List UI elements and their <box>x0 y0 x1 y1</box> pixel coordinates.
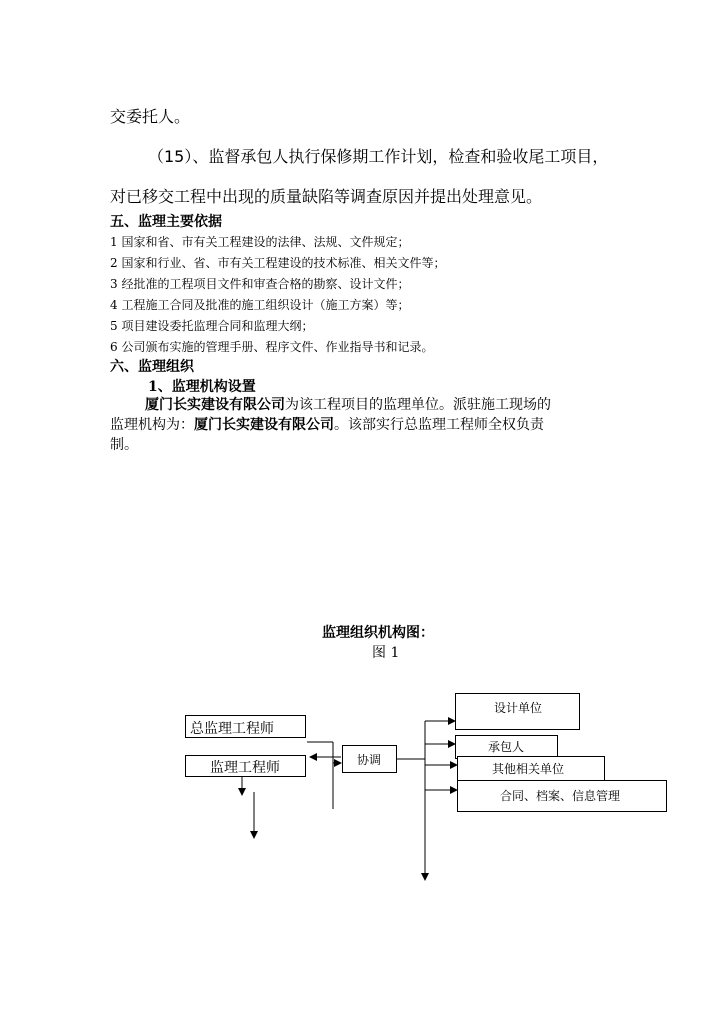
supervisor-engineer-box <box>185 755 306 777</box>
company-name: 厦门长实建设有限公司 <box>194 417 334 433</box>
list-item: 6 公司颁布实施的管理手册、程序文件、作业指导书和记录。 <box>110 340 434 354</box>
box-label: 监理工程师 <box>210 760 280 776</box>
list-item: 3 经批准的工程项目文件和审查合格的勘察、设计文件； <box>110 277 410 291</box>
chief-supervisor-box <box>185 715 306 738</box>
section-6-heading: 六、监理组织 <box>110 359 194 375</box>
design-unit-box <box>455 693 580 730</box>
list-item: 1 国家和省、市有关工程建设的法律、法规、文件规定； <box>110 235 410 249</box>
paragraph-text: 为该工程项目的监理单位。派驻施工现场的 <box>285 397 551 413</box>
box-label: 设计单位 <box>494 701 543 715</box>
chart-subtitle: 图 1 <box>372 645 400 661</box>
paragraph-text: 监理机构为： <box>110 417 194 433</box>
body-line-3: 对已移交工程中出现的质量缺陷等调查原因并提出处理意见。 <box>110 187 543 206</box>
box-label: 其他相关单位 <box>492 762 565 776</box>
body-line-1: 交委托人。 <box>110 107 191 126</box>
box-label: 合同、档案、信息管理 <box>500 789 621 803</box>
chart-title: 监理组织机构图： <box>322 625 434 641</box>
other-units-box <box>457 756 605 781</box>
company-name: 厦门长实建设有限公司 <box>145 397 285 413</box>
body-line-2: （15）、监督承包人执行保修期工作计划，检查和验收尾工项目， <box>148 147 609 166</box>
paragraph-text: 。该部实行总监理工程师全权负责 <box>334 417 544 433</box>
box-label: 承包人 <box>488 740 525 754</box>
org-paragraph-line-3: 制。 <box>110 437 138 453</box>
list-item: 5 项目建设委托监理合同和监理大纲； <box>110 319 314 333</box>
section-6-subheading: 1、监理机构设置 <box>148 379 256 395</box>
box-label: 协调 <box>357 753 382 767</box>
coordinate-box <box>342 745 397 773</box>
box-label: 总监理工程师 <box>190 721 274 737</box>
contract-archive-box <box>457 780 667 812</box>
list-item: 2 国家和行业、省、市有关工程建设的技术标准、相关文件等； <box>110 256 446 270</box>
list-item: 4 工程施工合同及批准的施工组织设计（施工方案）等； <box>110 298 410 312</box>
section-5-heading: 五、监理主要依据 <box>110 214 222 230</box>
